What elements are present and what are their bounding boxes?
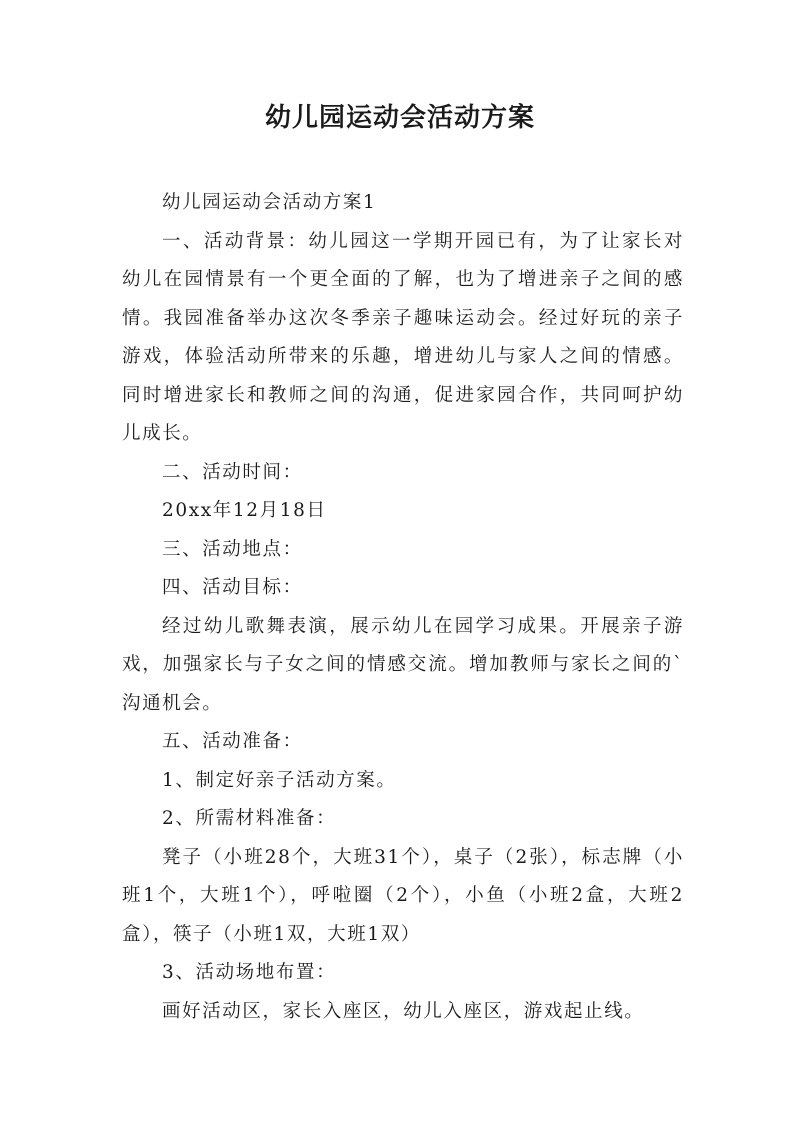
prep-item-3: 3、活动场地布置： xyxy=(162,962,337,983)
paragraph-goals: 经过幼儿歌舞表演，展示幼儿在园学习成果。开展亲子游戏，加强家长与子女之间的情感交流。增加教师与家长之间的`沟通机会。 xyxy=(122,615,684,714)
heading-activity-location: 三、活动地点： xyxy=(162,538,303,560)
paragraph-materials: 凳子（小班28个，大班31个），桌子（2张），标志牌（小班1个，大班1个），呼啦圈（2个），小鱼（小班2盒，大班2盒），筷子（小班1双，大班1双） xyxy=(122,846,684,945)
paragraph-venue-layout: 画好活动区，家长入座区，幼儿入座区，游戏起止线。 xyxy=(162,1000,645,1022)
heading-activity-preparation: 五、活动准备： xyxy=(162,731,303,752)
paragraph-background: 一、活动背景：幼儿园这一学期开园已有，为了让家长对幼儿在园情景有一个更全面的了解，也为了增进亲子之间的感情。我园准备举办这次冬季亲子趣味运动会。经过好玩的亲子游戏，体验活动所带来的乐趣，增进幼儿与家人之间的情感。同时增进家长和教师之间的沟通，促进家园合作，共同呵护幼儿成长。 xyxy=(122,230,684,444)
prep-item-1: 1、制定好亲子活动方案。 xyxy=(162,769,397,791)
document-title: 幼儿园运动会活动方案 xyxy=(264,103,535,133)
prep-item-2: 2、所需材料准备： xyxy=(162,808,337,829)
heading-activity-time: 二、活动时间： xyxy=(162,461,303,483)
document-body xyxy=(122,184,684,1031)
activity-date: 20xx年12月18日 xyxy=(162,500,327,521)
heading-activity-goals: 四、活动目标： xyxy=(162,577,303,598)
section-heading: 幼儿园运动会活动方案1 xyxy=(162,192,377,213)
